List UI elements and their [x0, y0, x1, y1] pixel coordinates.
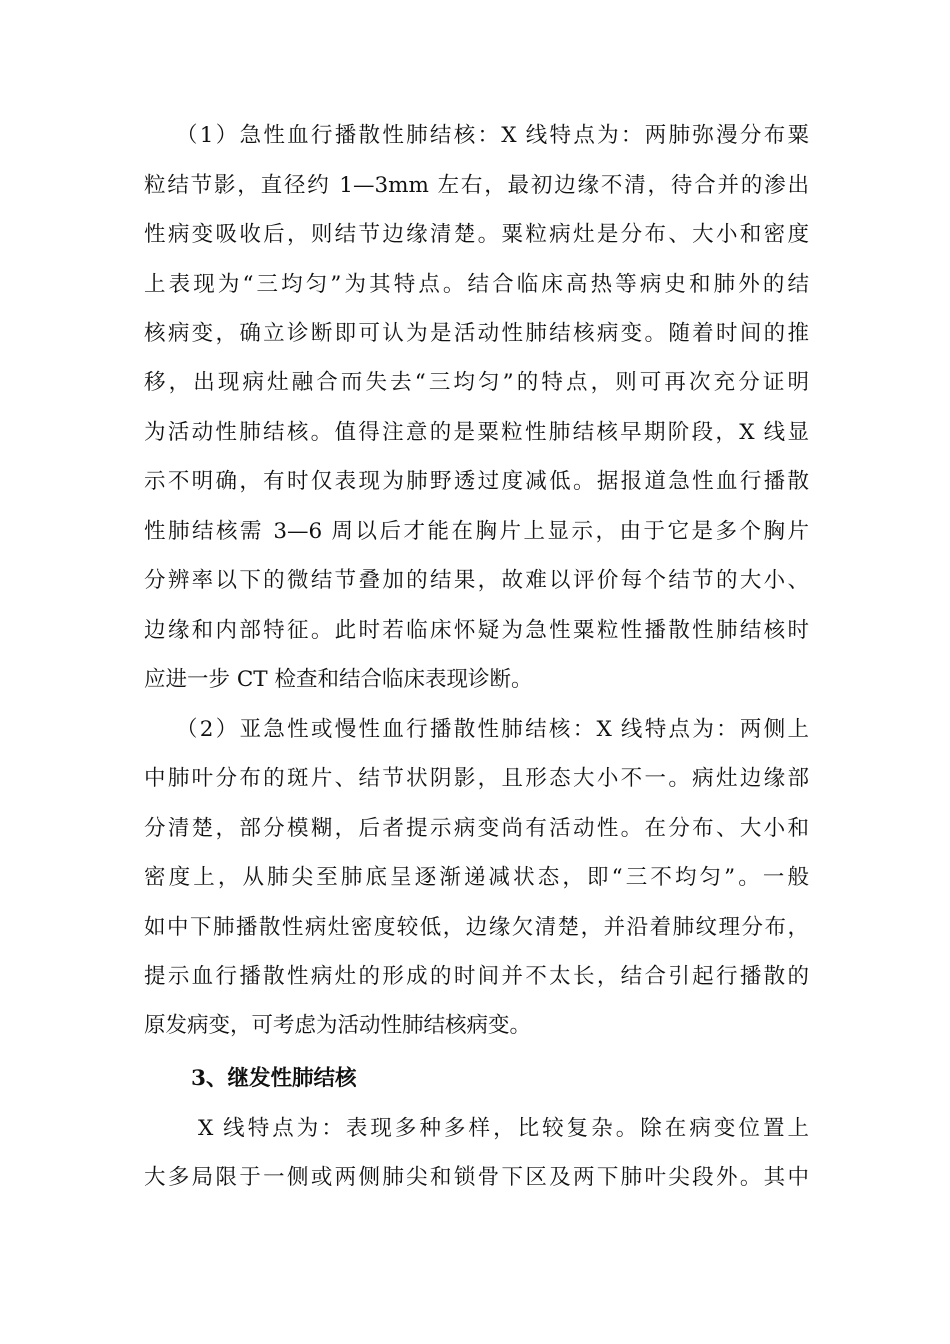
paragraph-1-line-10: 分辨率以下的微结节叠加的结果，故难以评价每个结节的大小、 — [144, 568, 809, 593]
paragraph-3-line-1: X 线特点为：表现多种多样，比较复杂。除在病变位置上 — [198, 1116, 809, 1141]
paragraph-1-line-7: 为活动性肺结核。值得注意的是粟粒性肺结核早期阶段，X 线显 — [144, 420, 809, 445]
paragraph-2-line-3: 分清楚，部分模糊，后者提示病变尚有活动性。在分布、大小和 — [144, 816, 809, 841]
paragraph-2-line-7: 原发病变，可考虑为活动性肺结核病变。 — [144, 1013, 532, 1038]
paragraph-1-line-2: 粒结节影，直径约 1—3mm 左右，最初边缘不清，待合并的渗出 — [144, 173, 809, 198]
section-heading: 3、继发性肺结核 — [191, 1066, 357, 1091]
paragraph-1-line-11: 边缘和内部特征。此时若临床怀疑为急性粟粒性播散性肺结核时 — [144, 618, 809, 643]
paragraph-1-line-5: 核病变，确立诊断即可认为是活动性肺结核病变。随着时间的推 — [144, 321, 809, 346]
paragraph-2-line-4: 密度上，从肺尖至肺底呈逐渐递减状态，即“三不均匀”。一般 — [144, 865, 809, 890]
paragraph-1-line-3: 性病变吸收后，则结节边缘清楚。粟粒病灶是分布、大小和密度 — [144, 222, 809, 247]
paragraph-2-line-5: 如中下肺播散性病灶密度较低，边缘欠清楚，并沿着肺纹理分布， — [144, 915, 809, 940]
paragraph-1-line-12: 应进一步 CT 检查和结合临床表现诊断。 — [144, 667, 533, 692]
paragraph-2-line-2: 中肺叶分布的斑片、结节状阴影，且形态大小不一。病灶边缘部 — [144, 766, 809, 791]
paragraph-1-line-1: （1）急性血行播散性肺结核：X 线特点为：两肺弥漫分布粟 — [176, 123, 809, 148]
paragraph-1-line-6: 移，出现病灶融合而失去“三均匀”的特点，则可再次充分证明 — [144, 370, 809, 395]
paragraph-1-line-8: 示不明确，有时仅表现为肺野透过度减低。据报道急性血行播散 — [144, 469, 809, 494]
paragraph-2-line-6: 提示血行播散性病灶的形成的时间并不太长，结合引起行播散的 — [144, 964, 809, 989]
paragraph-1-line-9: 性肺结核需 3—6 周以后才能在胸片上显示，由于它是多个胸片 — [144, 519, 809, 544]
paragraph-3-line-2: 大多局限于一侧或两侧肺尖和锁骨下区及两下肺叶尖段外。其中 — [144, 1165, 809, 1190]
paragraph-1-line-4: 上表现为“三均匀”为其特点。结合临床高热等病史和肺外的结 — [144, 272, 809, 297]
paragraph-2-line-1: （2）亚急性或慢性血行播散性肺结核：X 线特点为：两侧上 — [176, 717, 809, 742]
